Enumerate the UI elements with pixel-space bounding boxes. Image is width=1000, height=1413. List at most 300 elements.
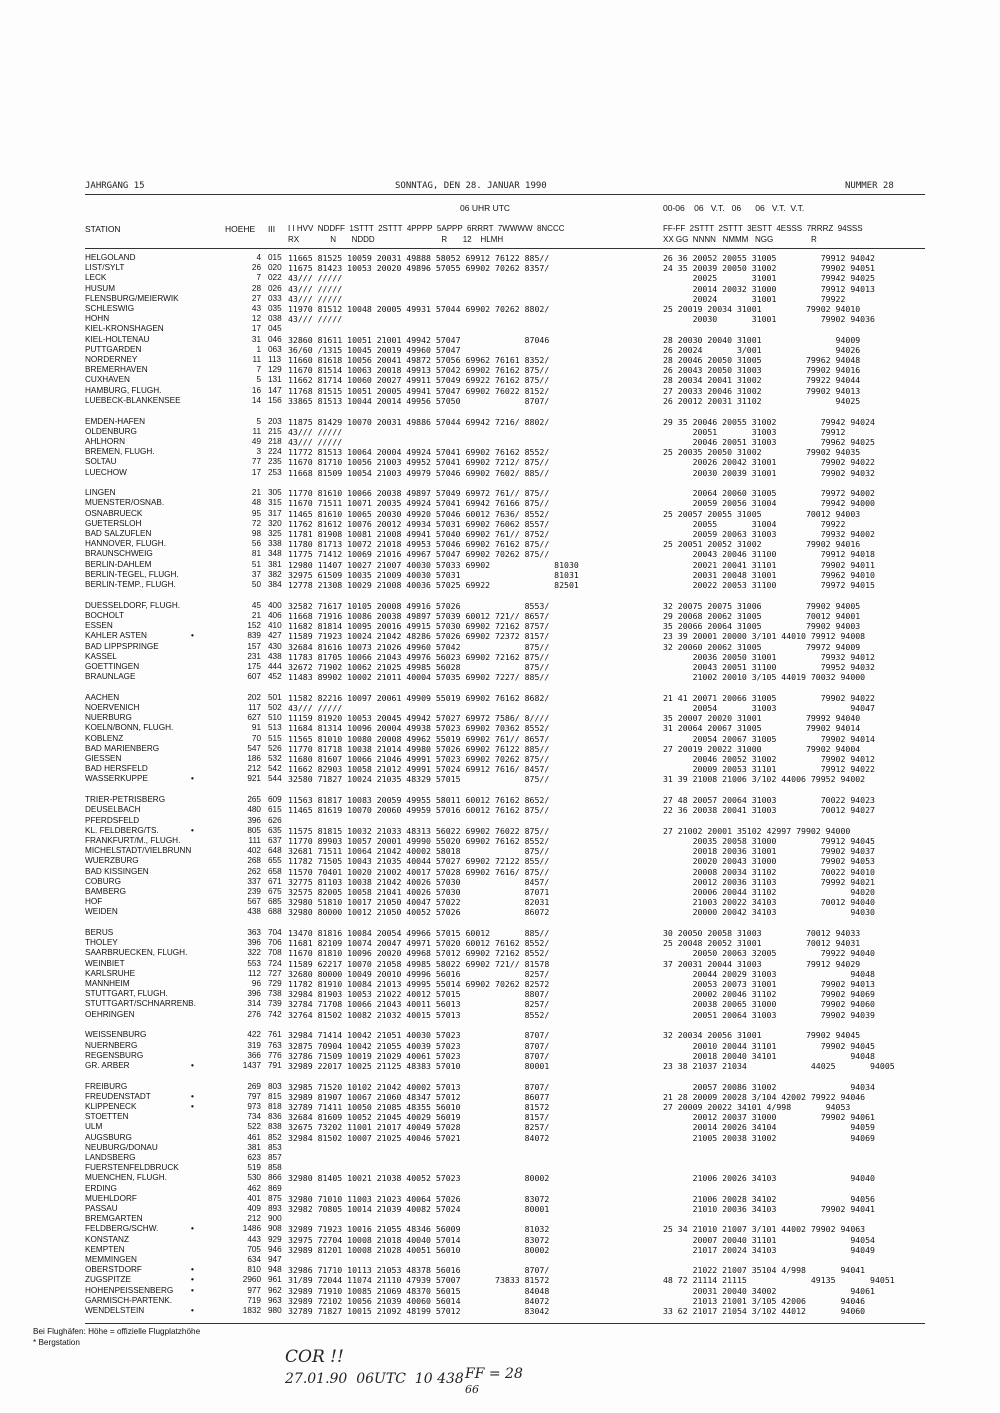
synop-extra-groups: 20012 20037 31000 79902 94061 [663,1112,875,1123]
synop-main-groups: 32982 70805 10014 21039 40082 57024 80001 [288,1204,550,1214]
station-index: 253 [268,467,282,477]
synop-extra-groups: 35 20007 20020 31001 79992 94040 [663,713,861,724]
station-index: 857 [268,1153,282,1162]
station-index: 218 [268,436,282,446]
station-name: KOBLENZ [85,733,124,743]
header-rule [85,194,925,195]
station-name: SOLTAU [85,457,117,467]
synop-main-groups: 32984 71414 10042 21051 40030 57023 8707/ [288,1030,550,1041]
station-name: PUTTGARDEN [85,344,142,354]
station-index: 400 [268,600,282,610]
synop-main-groups: 32980 71010 11003 21023 40064 57026 83072 [288,1193,550,1204]
synop-extra-groups: 20022 20053 31100 79972 94015 [663,580,875,590]
synop-main-groups: 32764 81502 10082 21032 40015 57013 8552/ [288,1009,550,1020]
station-name: MEMMINGEN [85,1255,137,1264]
synop-extra-groups: 21017 20024 34103 94049 [663,1244,875,1255]
synop-main-groups: 11465 81619 10070 20060 49959 57016 60012 76162 875// [288,805,550,816]
station-index: 315 [268,498,282,508]
synop-extra-groups [663,324,931,334]
synop-main-groups: 13470 81816 10084 20054 49966 57015 60012 885// [288,928,550,938]
station-height: 634 [247,1255,261,1264]
mountain-station-marker: • [191,1285,194,1295]
synop-main-groups: 11670 81810 10096 20020 49968 57012 69902 72162 8552/ [288,948,550,959]
station-index: 235 [268,457,282,467]
synop-extra-groups: 21005 20038 31002 94069 [663,1132,875,1143]
station-height: 396 [247,989,261,999]
synop-main-groups: 32875 70904 10042 21055 40039 57023 8707/ [288,1040,550,1051]
station-height: 91 [251,723,261,733]
synop-extra-groups: 27 20009 20022 34101 4/998 94053 [663,1102,851,1112]
synop-extra-groups: 26 20024 3/001 94026 [663,344,861,355]
synop-extra-groups: 20051 20064 31003 79902 94039 [663,1009,875,1020]
station-name: GR. ARBER [85,1060,130,1070]
synop-main-groups: 11768 81515 10051 20005 49941 57047 69902 76022 8152/ [288,385,550,396]
station-index: 129 [268,365,282,375]
station-height: 480 [247,805,261,815]
station-index: 427 [268,631,282,641]
station-index: 430 [268,641,282,651]
station-height: 21 [251,488,261,498]
synop-main-groups: 32984 81502 10007 21025 40046 57021 84072 [288,1132,550,1143]
synop-main-groups: 32575 82005 10058 21041 40026 57030 87071 [288,886,550,897]
station-index: 675 [268,886,282,896]
synop-extra-groups: 20000 20042 34103 94030 [663,907,875,918]
synop-extra-groups: 20057 20086 31002 94034 [663,1081,875,1092]
station-index: 685 [268,897,282,907]
station-height: 81 [251,549,261,559]
station-height: 337 [247,876,261,886]
synop-main-groups: 32989 81201 10008 21028 40051 56010 80002 [288,1244,550,1255]
synop-main-groups: 32989 81907 10067 21060 48347 57012 86077 [288,1091,550,1102]
station-height: 973 [247,1102,261,1111]
handwritten-gg: 66 [465,1383,479,1396]
station-index: 947 [268,1255,282,1264]
synop-extra-groups: 20051 31003 79912 [663,426,846,437]
synop-main-groups: 32989 72102 10056 21039 40060 56014 84072 [288,1295,550,1306]
station-index: 729 [268,979,282,988]
station-index: 706 [268,938,282,948]
station-name: SCHLESWIG [85,304,135,313]
station-index: 015 [268,253,282,262]
synop-extra-groups: 20036 20050 31001 79932 94012 [663,651,875,662]
station-name: BRAUNSCHWEIG [85,549,153,559]
station-name: COBURG [85,876,121,886]
synop-extra-groups: 25 20019 20034 31001 79902 94010 [663,304,861,314]
station-name: PASSAU [85,1204,118,1213]
station-height: 111 [248,835,261,845]
synop-extra-groups: 20059 20056 31004 79942 94000 [663,498,875,509]
synop-main-groups: 33865 81513 10044 20014 49956 57050 8707/ [288,395,550,406]
station-name: NUERNBERG [85,1040,138,1050]
station-height: 49 [251,436,261,446]
station-index: 501 [268,692,282,702]
synop-main-groups: 11665 81525 10059 20031 49888 58052 69912 76122 885// [288,253,550,263]
synop-main-groups: 32975 61509 10035 21009 40030 57031 81031 [288,569,579,580]
synop-main-groups: 11770 81610 10066 20038 49897 57049 69972 761// 875// [288,488,550,499]
station-name: GARMISCH-PARTENK. [85,1295,173,1305]
station-name: WUERZBURG [85,856,139,866]
synop-main-groups [288,1143,563,1153]
mountain-station-marker: • [191,1275,194,1285]
synop-main-groups [288,1153,563,1163]
synop-extra-groups: 20043 20051 31100 79952 94032 [663,661,875,672]
synop-extra-groups: 20043 20046 31100 79912 94018 [663,549,875,560]
station-name: BERLIN-TEMP., FLUGH. [85,580,176,589]
station-name: OLDENBURG [85,426,137,436]
station-index: 658 [268,866,282,876]
station-height: 7 [256,365,261,375]
synop-extra-groups [663,816,931,826]
synop-extra-groups: 48 72 21114 21115 49135 94051 [663,1275,895,1286]
synop-extra-groups: 25 20035 20050 31002 79902 94035 [663,447,861,458]
synop-main-groups: 43/// ///// [288,703,343,713]
synop-main-groups: 11782 81910 10084 21013 49995 55014 69902 70262 82572 [288,979,550,989]
station-name: NEUBURG/DONAU [85,1142,158,1152]
station-index: 502 [268,703,282,712]
synop-extra-groups: 20021 20041 31101 79902 94011 [663,559,875,570]
station-index: 961 [268,1275,282,1285]
station-name: BREMGARTEN [85,1214,143,1224]
station-name: FREUDENSTADT [85,1091,151,1101]
station-index: 791 [268,1060,282,1070]
station-height: 152 [247,621,261,631]
synop-main-groups: 11670 81514 10063 20018 49913 57042 69902 76162 875// [288,365,550,376]
synop-extra-groups: 20030 20039 31001 79902 94032 [663,467,875,478]
station-name: WEINBIET [85,958,125,968]
synop-extra-groups: 26 20012 20031 31102 94025 [663,395,861,406]
station-name: MICHELSTADT/VIELBRUNN [85,846,192,856]
main-column-subheader: RX N NDDD R 12 HLMH [288,235,504,244]
station-name: WENDELSTEIN [85,1306,145,1315]
synop-extra-groups: 20046 20051 31003 79962 94025 [663,436,875,447]
station-index: 655 [268,856,282,866]
station-name: HANNOVER, FLUGH. [85,539,166,549]
synop-main-groups: 32986 71710 10113 21053 48378 56016 8707/ [288,1265,550,1276]
station-index: 708 [268,948,282,958]
synop-extra-groups: 30 20050 20058 31003 70012 94033 [663,928,861,938]
synop-extra-groups: 27 48 20057 20064 31003 70022 94023 [663,795,875,806]
synop-extra-groups: 20024 31001 79922 [663,293,846,304]
station-index: 020 [268,263,282,273]
station-index: 688 [268,907,282,917]
station-name: TRIER-PETRISBERG [85,795,166,805]
observation-time: 06 UHR UTC [460,203,511,213]
station-name: MUEHLDORF [85,1193,137,1203]
synop-main-groups: 11684 81314 10096 20004 49938 57023 69902 70362 8552/ [288,723,550,734]
station-height: 186 [247,754,261,763]
station-index: 452 [268,672,282,682]
station-name: HUSUM [85,283,116,293]
station-height: 2960 [242,1275,261,1285]
station-index: 410 [268,621,282,631]
mountain-station-marker: • [191,1224,194,1234]
synop-extra-groups: 28 20046 20050 31005 79962 94048 [663,355,861,365]
station-name: BOCHOLT [85,610,124,620]
station-index: 026 [268,283,282,293]
station-name: GIESSEN [85,754,122,763]
station-name: BREMERHAVEN [85,365,148,375]
station-index: 348 [268,549,282,559]
station-height: 48 [251,498,261,508]
station-index: 033 [268,293,282,303]
station-height: 276 [247,1009,261,1019]
station-name: FREIBURG [85,1081,128,1091]
station-name: MUENCHEN, FLUGH. [85,1173,167,1183]
station-height: 734 [247,1112,261,1122]
station-height: 461 [247,1132,261,1142]
station-index: 724 [268,958,282,968]
station-index: 046 [268,334,282,344]
synop-extra-groups: 21006 20028 34102 94056 [663,1193,875,1204]
station-index: 738 [268,989,282,999]
station-index: 929 [268,1234,282,1244]
station-name: HOF [85,897,103,907]
station-name: AHLHORN [85,436,126,446]
synop-main-groups: 11575 81815 10032 21033 48313 56022 69902 76022 875// [288,825,550,836]
synop-extra-groups: 23 38 21037 21034 44025 94005 [663,1060,895,1071]
synop-extra-groups: 26 20043 20050 31003 79902 94016 [663,365,861,376]
synop-main-groups: 11565 81010 10080 20008 49962 55019 69902 761// 8657/ [288,733,550,744]
station-height: 1 [256,344,261,354]
station-name: KASSEL [85,651,117,661]
synop-extra-groups: 20012 20036 31103 79992 94021 [663,876,875,887]
station-height: 262 [247,866,261,876]
synop-main-groups: 11681 82109 10074 20047 49971 57020 60012 76162 8552/ [288,938,550,949]
main-column-header: I I HVV NDDFF 1STTT 2STTT 4PPPP 5APPP 6RRRT 7WWWW 8NCCC [288,224,565,233]
station-height: 977 [247,1285,261,1295]
station-name: KIEL-KRONSHAGEN [85,324,164,334]
synop-extra-groups: 21006 20026 34103 94040 [663,1173,875,1184]
synop-extra-groups: 20025 31001 79942 94025 [663,273,875,284]
station-height: 314 [247,999,261,1009]
station-name: NOERVENICH [85,703,140,712]
station-name: BAD KISSINGEN [85,866,149,876]
station-height: 70 [251,733,261,743]
station-name: ERDING [85,1183,117,1193]
station-name: BREMEN, FLUGH. [85,447,155,457]
station-height: 117 [247,703,261,712]
station-name: HAMBURG, FLUGH. [85,385,162,395]
synop-extra-groups: 20053 20073 31001 79902 94013 [663,979,875,989]
station-name: FRANKFURT/M., FLUGH. [85,835,181,845]
station-name: ULM [85,1122,103,1132]
synop-main-groups: 11582 82216 10097 20061 49909 55019 69902 76162 8682/ [288,692,550,703]
station-height: 7 [256,273,261,283]
station-index: 544 [268,774,282,784]
synop-extra-groups: 21003 20022 34103 70012 94040 [663,897,875,908]
synop-extra-groups: 25 20051 20052 31002 79902 94016 [663,539,861,550]
synop-extra-groups: 20035 20058 31000 79912 94045 [663,835,875,846]
station-index: 438 [268,651,282,661]
station-index: 727 [268,968,282,978]
synop-extra-groups [663,1153,931,1163]
synop-main-groups: 32775 81103 10038 21042 40026 57030 8457/ [288,876,550,887]
synop-main-groups: 32860 81611 10051 21001 49942 57047 87046 [288,334,550,345]
station-index: 980 [268,1306,282,1315]
station-name: FLENSBURG/MEIERWIK [85,293,179,303]
station-index: 381 [268,559,282,569]
station-index: 022 [268,273,282,283]
synop-main-groups [288,1184,563,1194]
station-name: LIST/SYLT [85,263,125,273]
station-height: 17 [251,467,261,477]
synop-extra-groups: 32 20034 20056 31001 79902 94045 [663,1030,861,1041]
synop-main-groups: 43/// ///// [288,293,343,304]
right-column-subheader: XX GG NNNN NMMM NGG R [663,235,817,244]
synop-main-groups: 11465 81610 10065 20030 49920 57046 60012 7636/ 8552/ [288,508,550,519]
station-name: STUTTGART, FLUGH. [85,989,168,999]
station-name: KIEL-HOLTENAU [85,334,150,344]
column-header-rule [85,248,925,249]
right-column-header: FF-FF 2STTT 2STTT 3ESTT 4ESSS 7RRRZ 94SSS [663,224,863,233]
synop-main-groups: 32681 71511 10064 21042 40002 58018 875// [288,846,550,857]
synop-main-groups: 32989 22017 10025 21125 48383 57010 80001 [288,1060,550,1071]
station-height: 77 [251,457,261,467]
synop-main-groups: 43/// ///// [288,426,343,437]
synop-main-groups: 11670 71511 10071 20035 49924 57041 69942 76166 875// [288,498,550,509]
synop-extra-groups: 20006 20044 31102 94020 [663,886,875,897]
synop-main-groups: 11775 71412 10069 21016 49967 57047 69902 70262 875// [288,549,550,560]
station-name: STOETTEN [85,1112,129,1122]
station-height: 553 [247,958,261,968]
synop-main-groups [288,1163,563,1173]
station-index: 893 [268,1204,282,1213]
synop-main-groups: 11668 71916 10086 20038 49897 57039 60012 721// 8657/ [288,610,550,621]
synop-main-groups: 11782 71505 10043 21035 40044 57027 69902 72122 855// [288,856,550,867]
station-index: 838 [268,1122,282,1132]
station-index: 963 [268,1295,282,1305]
footnote-mountain-station: * Bergstation [33,1338,80,1347]
station-height: 322 [247,948,261,958]
volume-label: JAHRGANG 15 [85,181,145,191]
synop-main-groups: 11772 81513 10064 20004 49924 57041 69902 76162 8552/ [288,447,550,458]
synop-main-groups: 32789 71827 10015 21092 48199 57012 83042 [288,1306,550,1316]
synop-extra-groups: 20031 20048 31001 79962 94010 [663,569,875,580]
synop-extra-groups: 25 34 21010 21007 3/101 44002 79902 94063 [663,1224,866,1235]
station-name: KL. FELDBERG/TS. [85,825,159,835]
synop-main-groups: 11762 81612 10076 20012 49934 57031 69902 76062 8557/ [288,518,550,529]
synop-main-groups: 32580 71827 10024 21035 48329 57015 875// [288,774,550,785]
station-index: 858 [268,1163,282,1173]
synop-main-groups: 11781 81908 10081 21008 49941 57040 69902 761// 8752/ [288,529,550,539]
station-height: 319 [247,1040,261,1050]
synop-main-groups: 32975 72704 10008 21018 40040 57014 83072 [288,1234,550,1245]
mountain-station-marker: • [191,631,194,641]
synop-extra-groups: 20030 31001 79902 94036 [663,314,875,325]
station-name: WEISSENBURG [85,1030,147,1040]
synop-main-groups: 11780 81713 10072 21018 49953 57046 69902 76162 875// [288,539,550,550]
station-name: KONSTANZ [85,1234,129,1244]
synop-extra-groups: 20031 20040 34002 94061 [663,1285,875,1296]
station-height: 212 [247,764,261,774]
station-name: BAD LIPPSPRINGE [85,641,159,651]
iii-column-header: III [268,224,276,234]
synop-main-groups: 32980 81405 10021 21038 40052 57023 80002 [288,1173,550,1184]
synop-extra-groups: 25 20057 20055 31005 70012 94003 [663,508,861,519]
synop-extra-groups: 31 39 21008 21006 3/102 44006 79952 94002 [663,774,866,785]
synop-main-groups: 32989 71923 10016 21055 48346 56009 81032 [288,1224,550,1235]
station-height: 547 [247,743,261,753]
synop-extra-groups: 35 20066 20064 31005 79902 94003 [663,621,861,632]
station-name: AUGSBURG [85,1132,132,1142]
station-name: SAARBRUECKEN, FLUGH. [85,948,188,958]
synop-extra-groups: 21013 21001 3/105 42006 94046 [663,1295,866,1306]
station-height: 627 [247,713,261,723]
mountain-station-marker: • [191,774,194,784]
station-height: 72 [251,518,261,528]
station-height: 438 [247,907,261,917]
synop-main-groups: 32675 73202 11001 21017 40049 57028 8257/ [288,1122,550,1133]
synop-main-groups: 36/60 /1315 10045 20019 49960 57047 [288,344,461,355]
station-height: 519 [247,1163,261,1173]
station-height: 396 [247,938,261,948]
synop-extra-groups: 21010 20036 34103 79902 94041 [663,1204,875,1214]
station-height: 27 [251,293,261,303]
station-height: 363 [247,928,261,937]
station-index: 384 [268,580,282,589]
station-height: 443 [247,1234,261,1244]
handwritten-correction: COR !! [285,1347,344,1367]
synop-extra-groups: 33 62 21017 21054 3/102 44012 94060 [663,1306,866,1316]
station-name: KLIPPENECK [85,1102,137,1111]
station-name: BAD SALZUFLEN [85,529,152,538]
station-height: 530 [247,1173,261,1183]
station-index: 382 [268,569,282,579]
station-column-header: STATION [85,224,121,234]
station-index: 147 [268,385,282,395]
station-height: 51 [251,559,261,569]
station-name: BRAUNLAGE [85,672,136,682]
station-index: 900 [268,1214,282,1224]
station-index: 526 [268,743,282,753]
station-height: 462 [247,1183,261,1193]
synop-extra-groups: 32 20075 20075 31006 79902 94005 [663,600,861,611]
synop-extra-groups: 20009 20053 31101 79912 94022 [663,764,875,775]
station-name: FUERSTENFELDBRUCK [85,1163,179,1173]
station-height: 43 [251,304,261,313]
station-index: 542 [268,764,282,774]
synop-extra-groups: 20018 20040 34101 94048 [663,1050,875,1061]
station-height: 5 [256,375,261,385]
station-height: 921 [247,774,261,784]
station-height: 3 [256,447,261,457]
mountain-station-marker: • [191,1091,194,1101]
synop-extra-groups: 21002 20010 3/105 44019 70032 94000 [663,672,866,683]
station-name: WEIDEN [85,907,118,917]
station-height: 567 [247,897,261,907]
synop-main-groups [288,1255,563,1265]
synop-extra-groups: 21 41 20071 20066 31005 79902 94022 [663,692,875,703]
station-name: AACHEN [85,692,120,702]
station-name: ESSEN [85,621,113,631]
station-height: 5 [256,416,261,426]
station-height: 839 [247,631,261,641]
station-name: LINGEN [85,488,116,498]
station-index: 739 [268,999,282,1009]
station-index: 671 [268,876,282,886]
station-height: 705 [247,1244,261,1254]
station-index: 704 [268,928,282,937]
mountain-station-marker: • [191,1265,194,1275]
hoehe-column-header: HOEHE [225,224,256,234]
synop-main-groups: 11680 81607 10066 21046 49991 57023 69902 70262 875// [288,754,550,764]
synop-extra-groups: 31 20064 20067 31005 79902 94014 [663,723,861,734]
station-name: DEUSELBACH [85,805,141,815]
mountain-station-marker: • [191,825,194,835]
handwritten-date-note: 27.01.90 06UTC 10 438 [285,1371,464,1387]
footnote-airport-height: Bei Flughäfen: Höhe = offizielle Flugplatzhöhe [33,1327,201,1336]
station-height: 26 [251,263,261,273]
